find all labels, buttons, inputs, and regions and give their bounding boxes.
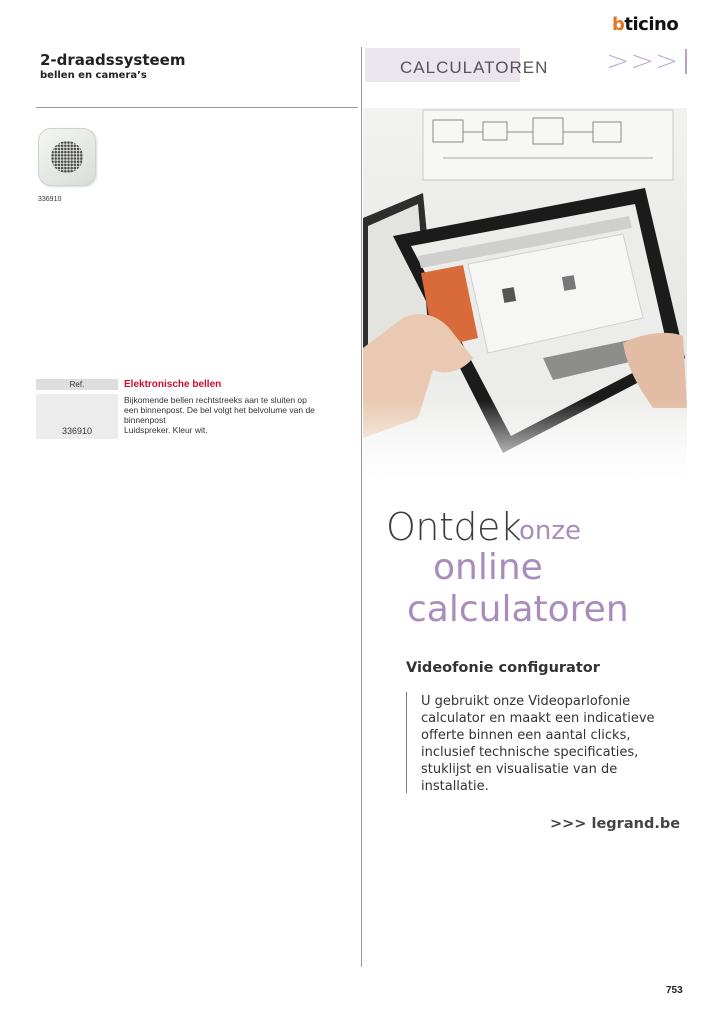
- column-divider: [361, 47, 362, 967]
- arrows-bar-icon: [685, 49, 687, 74]
- header-rule: [36, 107, 358, 108]
- promo-online: online: [433, 547, 543, 588]
- description-line: een binnenpost. De bel volgt het belvolume van de: [124, 405, 315, 415]
- description-line: Luidspreker. Kleur wit.: [124, 425, 208, 435]
- promo-onze: onze: [519, 516, 582, 546]
- table-row-description: [124, 395, 352, 435]
- section-label: CALCULATOREN: [400, 58, 549, 77]
- configurator-line: U gebruikt onze Videoparlofonie: [421, 694, 631, 709]
- page-number: 753: [666, 985, 683, 996]
- configurator-line: offerte binnen een aantal clicks,: [421, 728, 631, 743]
- table-ref-header: Ref.: [36, 379, 118, 390]
- photo-fade: [363, 400, 687, 480]
- bticino-logo: bticino: [612, 14, 679, 35]
- product-image-bell: [38, 128, 96, 186]
- speaker-grille-icon: [51, 141, 83, 173]
- configurator-line: stuklijst en visualisatie van de: [421, 762, 618, 777]
- configurator-line: installatie.: [421, 779, 489, 794]
- table-row-ref: 336910: [61, 426, 93, 436]
- legrand-link[interactable]: >>> legrand.be: [550, 816, 681, 832]
- promo-calculatoren: calculatoren: [407, 589, 629, 630]
- configurator-title: Videofonie configurator: [406, 660, 600, 676]
- description-line: Bijkomende bellen rechtstreeks aan te sluiten op: [124, 395, 307, 405]
- configurator-bar: [406, 692, 407, 793]
- arrows-icon: >>>: [606, 44, 680, 77]
- tablet-photo: [363, 108, 687, 480]
- table-category-header: Elektronische bellen: [124, 379, 222, 390]
- configurator-line: calculator en maakt een indicatieve: [421, 711, 655, 726]
- configurator-text: [421, 693, 671, 795]
- promo-ontdek: Ontdek: [386, 505, 522, 549]
- section-title: 2-draadssysteem: [40, 51, 186, 69]
- description-line: binnenpost: [124, 415, 166, 425]
- section-subtitle: bellen en camera’s: [40, 70, 147, 81]
- product-image-ref: 336910: [38, 196, 62, 203]
- configurator-line: inclusief technische specificaties,: [421, 745, 639, 760]
